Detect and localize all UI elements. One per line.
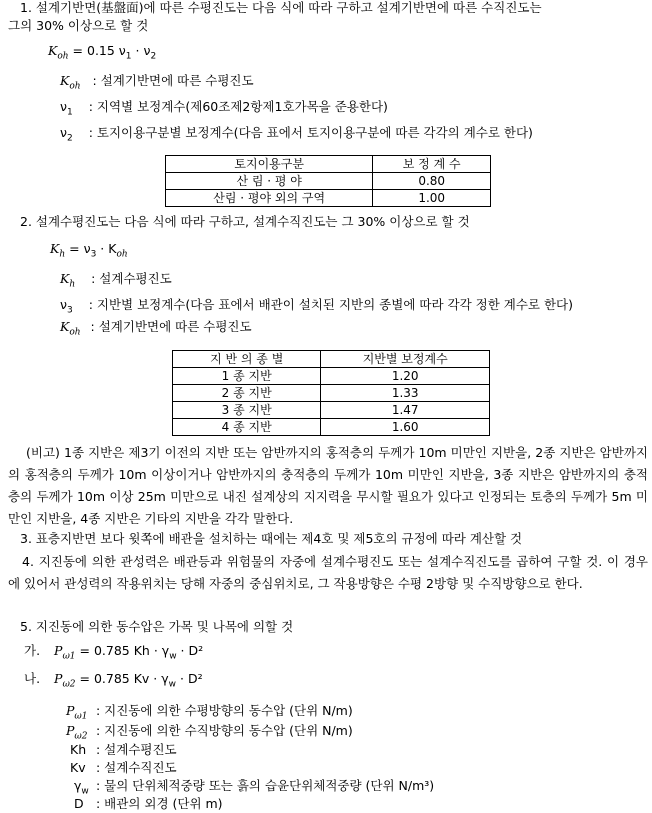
- table-row: [173, 385, 490, 402]
- table-header: 지 반 의 종 별: [173, 351, 321, 368]
- item2-def-koh: $K_{oh}$ : 설계기반면에 따른 수평진도: [60, 319, 252, 338]
- table-header: 지반별 보정계수: [321, 351, 490, 368]
- ground-type-table: [172, 350, 490, 436]
- table-cell: 산림 · 평야 외의 구역: [166, 190, 373, 207]
- table-cell: 4 종 지반: [173, 419, 321, 436]
- item1-line1: 1. 설계기반면(基盤面)에 따른 수평진도는 다음 식에 따라 구하고 설계기반면에 따른 수직진도는: [20, 0, 542, 15]
- table-cell: 산 림 · 평 야: [166, 173, 373, 190]
- table-row: [166, 190, 491, 207]
- item2-def-kh: $K_h$ : 설계수평진도: [60, 271, 172, 290]
- table-cell: 1.60: [321, 419, 490, 436]
- item2-def-v3: $\nu_3$ : 지반별 보정계수(다음 표에서 배관이 설치된 지반의 종별에 따라 각각 정한 계수로 한다): [60, 297, 573, 316]
- table-row: [173, 419, 490, 436]
- item2-formula: $K_h = \nu_3 \cdot K_{oh}$: [50, 241, 128, 260]
- table-cell: 1 종 지반: [173, 368, 321, 385]
- table-header-row: [166, 156, 491, 173]
- item5-def-pw2: $P_{\omega 2}$ : 지진동에 의한 수직방향의 동수압 (단위 N/m): [66, 723, 353, 742]
- item1-formula: $K_{oh} = 0.15$ $\nu_1 \cdot \nu_2$: [48, 43, 157, 62]
- table-row: [173, 402, 490, 419]
- table-cell: 1.20: [321, 368, 490, 385]
- item5-formula-na: 나. $P_{\omega 2} = 0.785$ $Kv \cdot \gamma_w \cdot D^2$: [24, 671, 203, 690]
- table-row: [166, 173, 491, 190]
- item5-def-kv: Kv : 설계수직진도: [70, 760, 177, 775]
- item5-formula-ga: 가. $P_{\omega 1} = 0.785$ $Kh \cdot \gamma_w \cdot D^2$: [24, 643, 204, 662]
- table-header: 보 정 계 수: [373, 156, 491, 173]
- table-header-row: [173, 351, 490, 368]
- item5-def-d: D : 배관의 외경 (단위 m): [74, 796, 223, 811]
- table-cell: 1.00: [373, 190, 491, 207]
- table-cell: 1.47: [321, 402, 490, 419]
- item1-def-koh: $K_{oh}$ : 설계기반면에 따른 수평진도: [60, 73, 254, 92]
- item1-line2: 그의 30% 이상으로 할 것: [8, 18, 149, 33]
- table-cell: 1.33: [321, 385, 490, 402]
- table-header: 토지이용구분: [166, 156, 373, 173]
- item2-line1: 2. 설계수평진도는 다음 식에 따라 구하고, 설계수직진도는 그 30% 이상으로 할 것: [20, 214, 470, 229]
- table-row: [173, 368, 490, 385]
- item5-line1: 5. 지진동에 의한 동수압은 가목 및 나목에 의할 것: [20, 619, 294, 634]
- item5-def-kh: Kh : 설계수평진도: [70, 742, 177, 757]
- item1-def-v2: $\nu_2$ : 토지이용구분별 보정계수(다음 표에서 토지이용구분에 따른 각각의 계수로 한다): [60, 125, 533, 144]
- item1-def-v1: $\nu_1$ : 지역별 보정계수(제60조제2항제1호가목을 준용한다): [60, 99, 388, 118]
- table-cell: 3 종 지반: [173, 402, 321, 419]
- table-cell: 0.80: [373, 173, 491, 190]
- table-cell: 2 종 지반: [173, 385, 321, 402]
- item4-paragraph: 4. 지진동에 의한 관성력은 배관등과 위험물의 자중에 설계수평진도 또는 설계수직진도를 곱하여 구할 것. 이 경우에 있어서 관성력의 작용위치는 당해 자중의 중심위치로, 그 작용방향은 수평 2방향 및 수직방향으로 한다.: [8, 554, 648, 591]
- item3-line: 3. 표층지반면 보다 윗쪽에 배관을 설치하는 때에는 제4호 및 제5호의 규정에 따라 계산할 것: [20, 531, 523, 546]
- land-use-table: [165, 155, 491, 207]
- item5-def-pw1: $P_{\omega 1}$ : 지진동에 의한 수평방향의 동수압 (단위 N/m): [66, 703, 353, 722]
- item5-def-gamma: $\gamma_w$ : 물의 단위체적중량 또는 흙의 습윤단위체적중량 (단위 N/m³): [74, 778, 435, 797]
- remark-paragraph: (비고) 1종 지반은 제3기 이전의 지반 또는 암반까지의 홍적층의 두께가 10m 미만인 지반을, 2종 지반은 암반까지의 홍적층의 두께가 10m 이상이거나 암반까지의 충적층의 두께가 10m 미만인 지반을, 3종 지반은 암반까지의 충적층의 두께가 10m 이상 25m 미만으로 내진 설계상의 지지력을 무시할 필요가 있다고 인정되는 토층의 두께가 5m 미만인 지반을, 4종 지반은 기타의 지반을 각각 말한다.: [8, 445, 648, 526]
